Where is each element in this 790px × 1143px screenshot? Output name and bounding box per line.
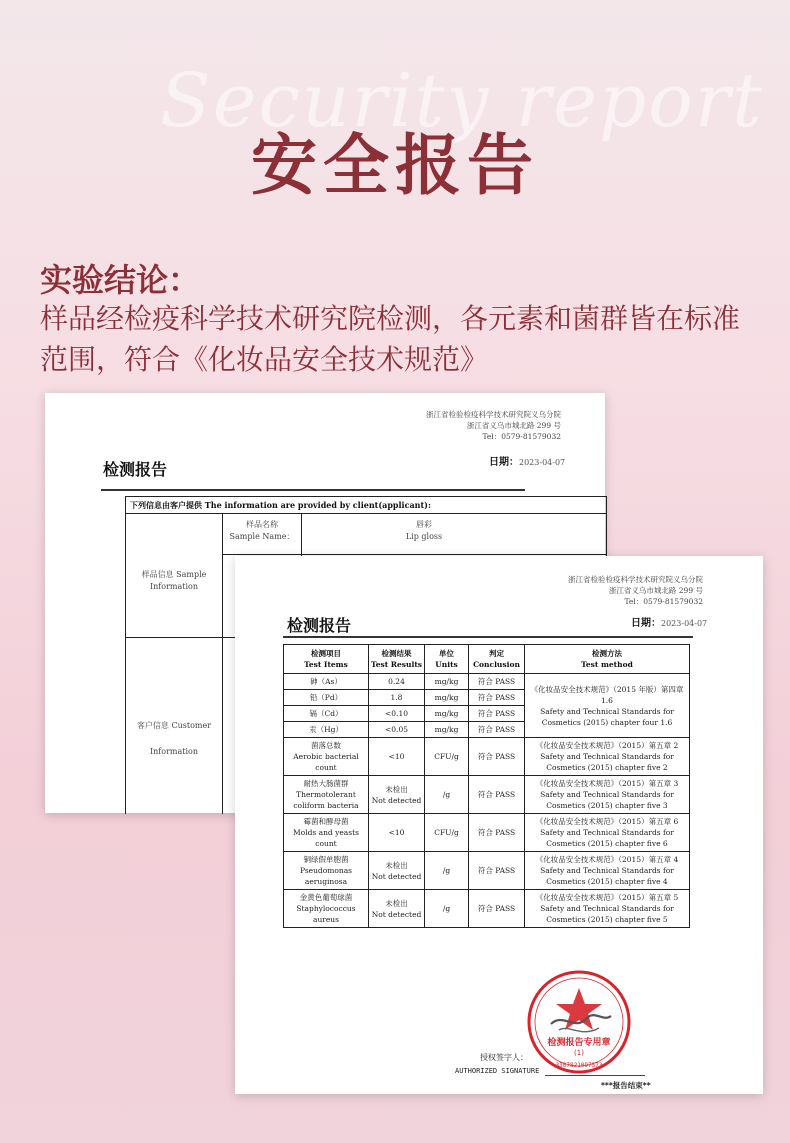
table-line xyxy=(222,514,223,814)
test-item xyxy=(284,814,369,852)
test-unit: mg/kg xyxy=(425,690,469,706)
test-conclusion: 符合 PASS xyxy=(469,814,525,852)
report-end-mark: ***报告结束** xyxy=(601,1081,651,1090)
method-cn: 《化妆品安全技术规范》（2015）第五章 3 xyxy=(535,779,679,788)
label-en: Sample Name： xyxy=(229,532,295,541)
authorized-signature-label: AUTHORIZED SIGNATURE xyxy=(455,1067,540,1075)
item-en: Molds and yeasts count xyxy=(293,828,359,848)
test-item xyxy=(284,852,369,890)
result-cn: 未检出 xyxy=(385,784,408,794)
table-row xyxy=(284,890,690,928)
official-seal-stamp xyxy=(525,968,633,1076)
sample-name-label xyxy=(226,519,298,543)
item-cn: 菌落总数 xyxy=(311,741,341,750)
result-cn: 未检出 xyxy=(385,860,408,870)
label-en: Information xyxy=(149,747,198,756)
client-info-label xyxy=(128,713,220,765)
address-line: Tel：0579-81579032 xyxy=(482,432,561,441)
test-result xyxy=(369,890,425,928)
method-en: Safety and Technical Standards for Cosmetics (2015) chapter five 5 xyxy=(540,904,674,924)
item-cn: 铜绿假单胞菌 xyxy=(303,855,349,864)
item-cn: 霉菌和酵母菌 xyxy=(303,817,349,826)
test-method xyxy=(525,814,690,852)
background-script-text: Security report xyxy=(160,58,764,144)
conclusion-body: 样品经检疫科学技术研究院检测，各元素和菌群皆在标准范围，符合《化妆品安全技术规范》 xyxy=(40,302,741,376)
test-conclusion: 符合 PASS xyxy=(469,890,525,928)
method-cn: 《化妆品安全技术规范》（2015）第五章 2 xyxy=(535,741,679,750)
item-en: Aerobic bacterial count xyxy=(293,752,359,772)
table-row xyxy=(284,776,690,814)
address-line: 浙江省义乌市城北路 299 号 xyxy=(466,421,561,430)
address-line: 浙江省义乌市城北路 299 号 xyxy=(608,586,703,595)
header-cn: 单位 xyxy=(439,649,454,658)
table-row xyxy=(284,738,690,776)
test-unit: CFU/g xyxy=(425,738,469,776)
label-cn: 客户信息 Customer xyxy=(136,721,212,730)
item-en: Thermotolerant coliform bacteria xyxy=(293,790,359,810)
date-value: 2023-04-07 xyxy=(519,458,566,467)
test-conclusion: 符合 PASS xyxy=(469,776,525,814)
method-cn: 《化妆品安全技术规范》（2015）第五章 4 xyxy=(535,855,679,864)
test-conclusion: 符合 PASS xyxy=(469,690,525,706)
test-conclusion: 符合 PASS xyxy=(469,722,525,738)
test-conclusion: 符合 PASS xyxy=(469,706,525,722)
table-row xyxy=(284,674,690,690)
column-header xyxy=(284,645,369,674)
sample-name-value xyxy=(304,519,544,543)
header-divider xyxy=(101,489,525,491)
test-item: 镉（Cd） xyxy=(284,706,369,722)
report-date xyxy=(489,453,565,468)
test-result xyxy=(369,852,425,890)
test-item: 汞（Hg） xyxy=(284,722,369,738)
test-result: <0.05 xyxy=(369,722,425,738)
column-header xyxy=(369,645,425,674)
test-conclusion: 符合 PASS xyxy=(469,674,525,690)
test-result: <10 xyxy=(369,814,425,852)
item-cn: 耐热大肠菌群 xyxy=(303,779,349,788)
column-header xyxy=(469,645,525,674)
stamp-number: (1) xyxy=(574,1049,584,1057)
test-result: <10 xyxy=(369,738,425,776)
header-en: Test Items xyxy=(304,660,348,669)
test-unit: /g xyxy=(425,852,469,890)
method-cn: 《化妆品安全技术规范》（2015 年版）第四章 1.6 xyxy=(530,684,684,705)
item-cn: 金黄色葡萄球菌 xyxy=(299,893,353,902)
lab-address xyxy=(568,574,703,607)
stamp-text: 检测报告专用章 xyxy=(547,1038,611,1048)
header-divider xyxy=(283,636,693,638)
table-line xyxy=(222,554,606,555)
method-en: Safety and Technical Standards for Cosmetics (2015) chapter five 4 xyxy=(540,866,674,886)
report-title: 检测报告 xyxy=(103,460,168,479)
column-header xyxy=(425,645,469,674)
test-result: 1.8 xyxy=(369,690,425,706)
result-cn: 未检出 xyxy=(385,898,408,908)
report-date xyxy=(631,614,707,629)
test-conclusion: 符合 PASS xyxy=(469,738,525,776)
test-unit: /g xyxy=(425,890,469,928)
stamp-serial: 3307821097573 xyxy=(555,1062,603,1069)
banner-cn: 下列信息由客户提供 xyxy=(130,501,202,510)
method-en: Safety and Technical Standards for Cosmetics (2015) chapter five 2 xyxy=(540,752,674,772)
test-unit: mg/kg xyxy=(425,706,469,722)
header-cn: 检测结果 xyxy=(381,649,412,658)
test-unit: /g xyxy=(425,776,469,814)
item-en: Staphylococcus aureus xyxy=(296,904,356,924)
sample-info-label: 样品信息 Sample Information xyxy=(141,570,207,591)
column-header xyxy=(525,645,690,674)
result-en: Not detected xyxy=(371,795,422,805)
header-cn: 判定 xyxy=(489,649,504,658)
method-cn: 《化妆品安全技术规范》（2015）第五章 6 xyxy=(535,817,679,826)
result-en: Not detected xyxy=(371,871,422,881)
method-en: Safety and Technical Standards for Cosmetics (2015) chapter five 3 xyxy=(540,790,674,810)
table-row xyxy=(284,814,690,852)
method-cn: 《化妆品安全技术规范》（2015）第五章 5 xyxy=(535,893,679,902)
test-item xyxy=(284,738,369,776)
test-unit: mg/kg xyxy=(425,674,469,690)
date-value: 2023-04-07 xyxy=(661,619,708,628)
test-method xyxy=(525,776,690,814)
address-line: 浙江省检验检疫科学技术研究院义乌分院 xyxy=(568,575,703,584)
test-method xyxy=(525,738,690,776)
date-label: 日期： xyxy=(489,457,519,468)
test-result: 0.24 xyxy=(369,674,425,690)
test-result: <0.10 xyxy=(369,706,425,722)
test-unit: CFU/g xyxy=(425,814,469,852)
signer-label: 授权签字人： xyxy=(480,1053,528,1062)
header-en: Conclusion xyxy=(473,660,520,669)
method-en: Safety and Technical Standards for Cosmetics (2015) chapter four 1.6 xyxy=(540,706,674,727)
result-en: Not detected xyxy=(371,909,422,919)
value-cn: 唇彩 xyxy=(416,520,432,529)
item-en: Pseudomonas aeruginosa xyxy=(299,866,353,886)
test-item xyxy=(284,776,369,814)
header-cn: 检测方法 xyxy=(592,649,622,658)
address-line: Tel：0579-81579032 xyxy=(624,597,703,606)
test-item: 砷（As） xyxy=(284,674,369,690)
method-en: Safety and Technical Standards for Cosmetics (2015) chapter five 6 xyxy=(540,828,674,848)
banner-en: The information are provided by client(applicant): xyxy=(204,500,431,510)
table-row xyxy=(284,852,690,890)
test-method xyxy=(525,890,690,928)
test-conclusion: 符合 PASS xyxy=(469,852,525,890)
test-result xyxy=(369,776,425,814)
test-results-table xyxy=(283,644,690,928)
date-label: 日期： xyxy=(631,618,661,629)
report-title: 检测报告 xyxy=(287,616,352,635)
value-en: Lip gloss xyxy=(405,532,443,541)
lab-address xyxy=(426,409,561,442)
header-en: Units xyxy=(435,660,458,669)
test-item xyxy=(284,890,369,928)
test-item: 铅（Pd） xyxy=(284,690,369,706)
address-line: 浙江省检验检疫科学技术研究院义乌分院 xyxy=(426,410,561,419)
label-cn: 样品名称 xyxy=(246,520,278,529)
report-page-front xyxy=(235,556,763,1094)
conclusion-heading: 实验结论： xyxy=(40,261,201,299)
table-header-row xyxy=(284,645,690,674)
signature-line xyxy=(545,1075,645,1076)
page-title: 安全报告 xyxy=(251,127,539,204)
header-en: Test method xyxy=(581,660,633,669)
test-method xyxy=(525,674,690,738)
header-en: Test Results xyxy=(371,660,423,669)
header-cn: 检测项目 xyxy=(311,649,341,658)
client-info-banner xyxy=(126,497,606,514)
test-method xyxy=(525,852,690,890)
test-unit: mg/kg xyxy=(425,722,469,738)
